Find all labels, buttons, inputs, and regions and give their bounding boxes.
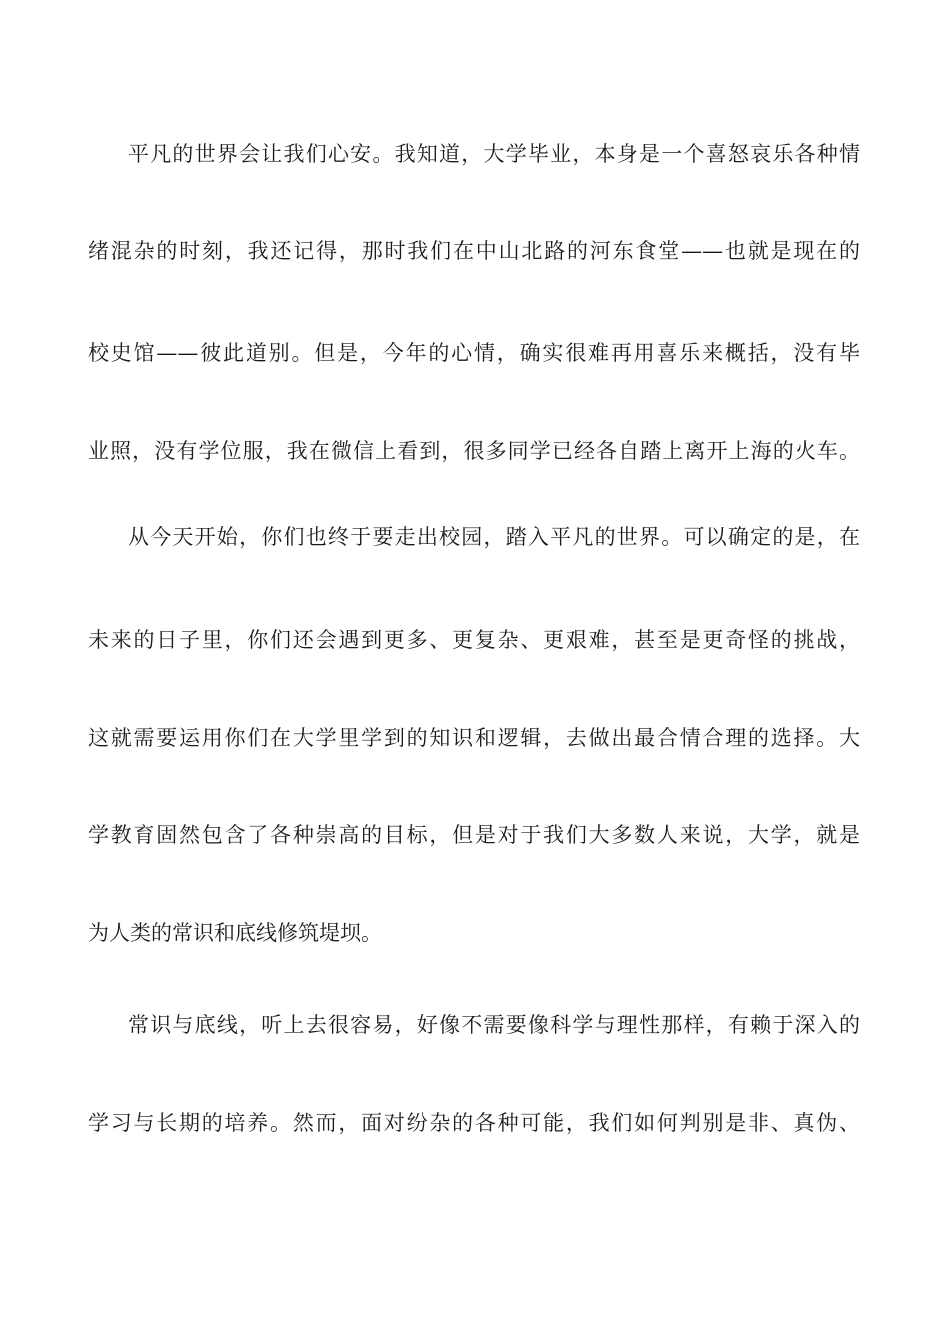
paragraph-3-line-2: 学习与长期的培养。然而，面对纷杂的各种可能，我们如何判别是非、真伪、 — [88, 1111, 860, 1135]
paragraph-1-line-4: 业照，没有学位服，我在微信上看到，很多同学已经各自踏上离开上海的火车。 — [88, 439, 860, 463]
paragraph-2-line-5: 为人类的常识和底线修筑堤坝。 — [88, 921, 382, 945]
paragraph-1-line-3: 校史馆——彼此道别。但是，今年的心情，确实很难再用喜乐来概括，没有毕 — [88, 341, 860, 365]
paragraph-1-line-2: 绪混杂的时刻，我还记得，那时我们在中山北路的河东食堂——也就是现在的 — [88, 239, 860, 263]
paragraph-1-line-1: 平凡的世界会让我们心安。我知道，大学毕业，本身是一个喜怒哀乐各种情 — [128, 142, 860, 166]
paragraph-2-line-4: 学教育固然包含了各种崇高的目标，但是对于我们大多数人来说，大学，就是 — [88, 823, 860, 847]
paragraph-2-line-1: 从今天开始，你们也终于要走出校园，踏入平凡的世界。可以确定的是，在 — [128, 525, 860, 549]
paragraph-2-line-2: 未来的日子里，你们还会遇到更多、更复杂、更艰难，甚至是更奇怪的挑战， — [88, 628, 860, 652]
paragraph-3-line-1: 常识与底线，听上去很容易，好像不需要像科学与理性那样，有赖于深入的 — [128, 1013, 860, 1037]
paragraph-2-line-3: 这就需要运用你们在大学里学到的知识和逻辑，去做出最合情合理的选择。大 — [88, 726, 860, 750]
